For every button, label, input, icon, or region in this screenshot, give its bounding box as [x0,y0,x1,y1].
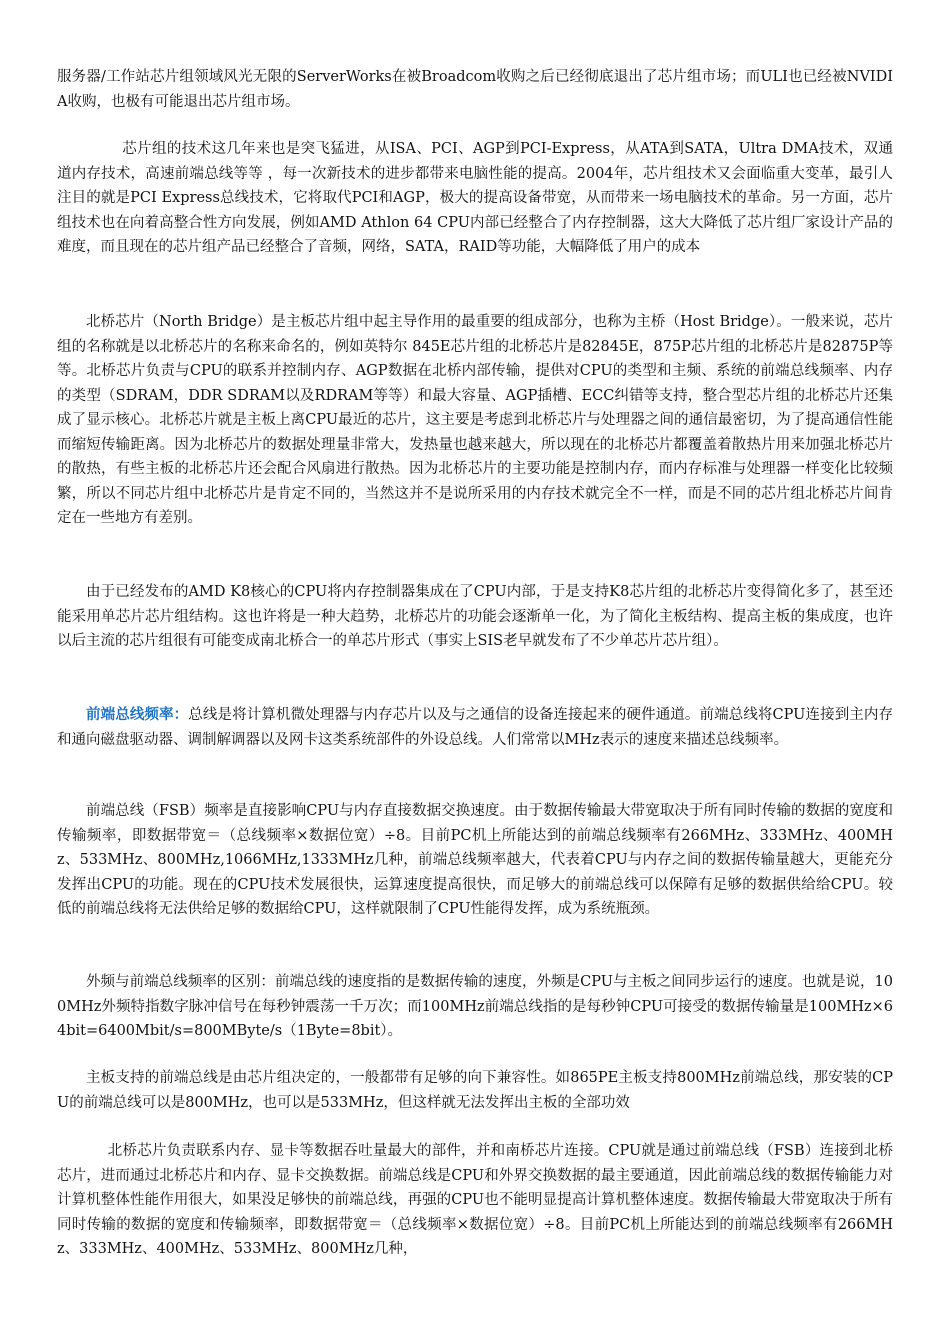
paragraph-fsb-bandwidth: 前端总线（FSB）频率是直接影响CPU与内存直接数据交换速度。由于数据传输最大带宽取决于所有同时传输的数据的宽度和传输频率，即数据带宽＝（总线频率×数据位宽）÷8。目前PC机上所能达到的前端总线频率有266MHz、333MHz、400MHz、533MHz、800MHz,1066MHz,1333MHz几种，前端总线频率越大，代表着CPU与内存之间的数据传输量越大，更能充分发挥出CPU的功能。现在的CPU技术发展很快，运算速度提高很快，而足够大的前端总线可以保障有足够的数据供给给CPU。较低的前端总线将无法供给足够的数据给CPU，这样就限制了CPU性能得发挥，成为系统瓶颈。 [57,803,893,917]
paragraph-serverworks: 服务器/工作站芯片组领域风光无限的ServerWorks在被Broadcom收购之后已经彻底退出了芯片组市场；而ULI也已经被NVIDIA收购，也极有可能退出芯片组市场。 [57,69,893,110]
paragraph-amd-k8: 由于已经发布的AMD K8核心的CPU将内存控制器集成在了CPU内部，于是支持K8芯片组的北桥芯片变得简化多了，甚至还能采用单芯片芯片组结构。这也许将是一种大趋势，北桥芯片的功能会逐渐单一化，为了简化主板结构、提高主板的集成度，也许以后主流的芯片组很有可能变成南北桥合一的单芯片形式（事实上SIS老早就发布了不少单芯片芯片组）。 [57,584,893,649]
paragraph-fsb-frequency [57,703,893,752]
paragraph-chipset-tech: 芯片组的技术这几年来也是突飞猛进，从ISA、PCI、AGP到PCI-Express，从ATA到SATA，Ultra DMA技术，双通道内存技术，高速前端总线等等 ，每一次新技术的进步都带来电脑性能的提高。2004年，芯片组技术又会面临重大变革，最引人注目的就是PCI Express总线技术，它将取代PCI和AGP，极大的提高设备带宽，从而带来一场电脑技术的革命。另一方面，芯片组技术也在向着高整合性方向发展，例如AMD Athlon 64 CPU内部已经整合了内存控制器，这大大降低了芯片组厂家设计产品的难度，而且现在的芯片组产品已经整合了音频，网络，SATA，RAID等功能，大幅降低了用户的成本 [57,141,893,255]
paragraph-fsb-frequency-text: 总线是将计算机微处理器与内存芯片以及与之通信的设备连接起来的硬件通道。前端总线将CPU连接到主内存和通向磁盘驱动器、调制解调器以及网卡这类系统部件的外设总线。人们常常以MHz表示的速度来描述总线频率。 [57,707,894,748]
paragraph-north-bridge: 北桥芯片（North Bridge）是主板芯片组中起主导作用的最重要的组成部分，也称为主桥（Host Bridge）。一般来说，芯片组的名称就是以北桥芯片的名称来命名的，例如英特尔 845E芯片组的北桥芯片是82845E，875P芯片组的北桥芯片是82875P等等。北桥芯片负责与CPU的联系并控制内存、AGP数据在北桥内部传输，提供对CPU的类型和主频、系统的前端总线频率、内存的类型（SDRAM，DDR SDRAM以及RDRAM等等）和最大容量、AGP插槽、ECC纠错等支持，整合型芯片组的北桥芯片还集成了显示核心。北桥芯片就是主板上离CPU最近的芯片，这主要是考虑到北桥芯片与处理器之间的通信最密切，为了提高通信性能而缩短传输距离。因为北桥芯片的数据处理量非常大，发热量也越来越大，所以现在的北桥芯片都覆盖着散热片用来加强北桥芯片的散热，有些主板的北桥芯片还会配合风扇进行散热。因为北桥芯片的主要功能是控制内存，而内存标准与处理器一样变化比较频繁，所以不同芯片组中北桥芯片是肯定不同的，当然这并不是说所采用的内存技术就完全不一样，而是不同的芯片组北桥芯片间肯定在一些地方有差别。 [57,314,893,526]
paragraph-north-bridge-fsb: 北桥芯片负责联系内存、显卡等数据吞吐量最大的部件，并和南桥芯片连接。CPU就是通过前端总线（FSB）连接到北桥芯片，进而通过北桥芯片和内存、显卡交换数据。前端总线是CPU和外界交换数据的最主要通道，因此前端总线的数据传输能力对计算机整体性能作用很大，如果没足够快的前端总线，再强的CPU也不能明显提高计算机整体速度。数据传输最大带宽取决于所有同时传输的数据的宽度和传输频率，即数据带宽＝（总线频率×数据位宽）÷8。目前PC机上所能达到的前端总线频率有266MHz、333MHz、400MHz、533MHz、800MHz几种， [57,1143,893,1257]
paragraph-external-vs-fsb: 外频与前端总线频率的区别：前端总线的速度指的是数据传输的速度，外频是CPU与主板之间同步运行的速度。也就是说，100MHz外频特指数字脉冲信号在每秒钟震荡一千万次；而100MHz前端总线指的是每秒钟CPU可接受的数据传输量是100MHz×64bit=6400Mbit/s=800MByte/s（1Byte=8bit）。 [57,974,893,1039]
term-fsb-frequency: 前端总线频率： [86,706,189,723]
paragraph-motherboard-fsb: 主板支持的前端总线是由芯片组决定的，一般都带有足够的向下兼容性。如865PE主板支持800MHz前端总线，那安装的CPU的前端总线可以是800MHz，也可以是533MHz，但这样就无法发挥出主板的全部功效 [57,1070,893,1111]
